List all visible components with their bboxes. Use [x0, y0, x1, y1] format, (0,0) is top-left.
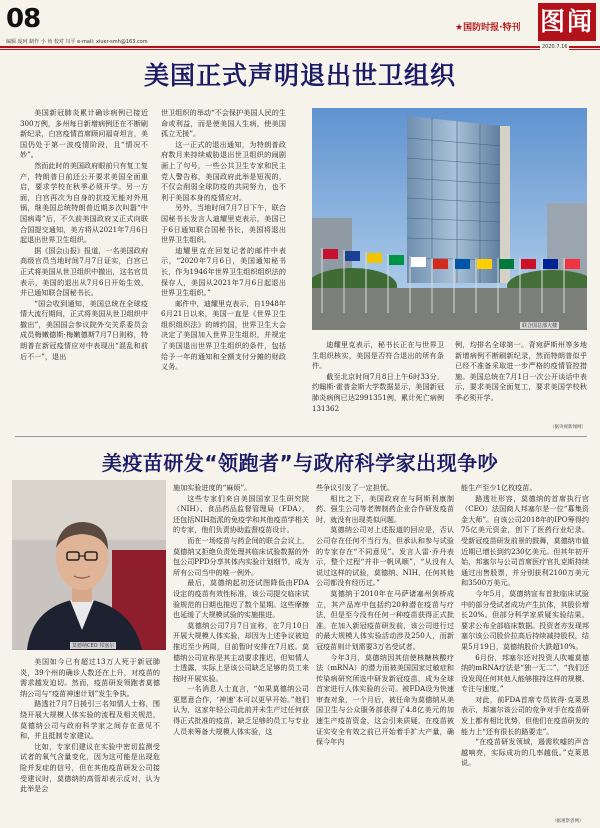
paragraph: “在疫苗研发领域，遏需吹嘘的声音越响亮，实际成功的几率越低。”克莱恩说。: [461, 737, 589, 768]
section-logo: 图闻: [538, 3, 596, 41]
header-rule-thin: [0, 49, 600, 50]
paragraph: 而在一场疫苗与药企间的联合会议上，莫德纳又拒绝负责处理其临床试验数据的外包公司PPD分享其体内实验计划细节，成为所有公司当中的唯一例外。: [173, 535, 309, 577]
page-number: 08: [6, 4, 41, 34]
paragraph: 相比之下，美国政府在与阿斯利康制药、强生公司等老牌制药企业合作研发疫苗时，就没有出现类似问题。: [316, 493, 454, 524]
article1-column-3: [312, 340, 444, 430]
article-divider: [15, 436, 587, 437]
photo-caption: 莫德纳CEO 邦塞尔: [72, 643, 115, 649]
paragraph: 迪耀里克表示，秘书长正在与世界卫生组织核实，美国是否符合退出的所有条件。: [312, 340, 444, 371]
paragraph: 世卫组织的举动“不会保护美国人民的生命或利益，而是使美国人生病，使美国孤立无援”。: [161, 108, 286, 139]
moderna-ceo-photo: [12, 480, 166, 650]
article2-source: （据观察者网）: [552, 819, 584, 824]
paragraph: 据《国会山报》报道，一名美国政府高级官员当地时间7月7日证实，白宫已正式将美国从世卫组织中撤出，这名官员表示，美国的退出从7月6日开始生效，并已通知联合国秘书长。: [20, 245, 148, 298]
article2-headline: 美疫苗研发“领跑者”与政府科学家出现争吵: [101, 451, 499, 475]
article2-column-1: [20, 657, 160, 825]
paragraph: 另外，当地时间7月7日下午，联合国秘书长发言人迪耀里克表示，美国已于6日通知联合国秘书长，美国将退出世界卫生组织。: [161, 203, 286, 245]
paragraph: 这些专家们来自美国国家卫生研究院（NIH）、食品药品监督管理局（FDA），还包括NIH指派的免疫学和其他疫苗学相关的专家，他们负责协助监督疫苗设计。: [173, 493, 309, 535]
issue-date: 2020.7.16: [542, 44, 568, 50]
article2-column-3: [316, 483, 454, 825]
editor-meta: 编辑 庞珂 制作 小 角 校对 川平 e-mail: xiuer-smh@163.com: [6, 39, 148, 45]
paragraph: 比如，专家们建议在实验中密切监测受试者的氧气含量变化，因为这可能是出现危险并发症的信号，但在其他疫苗研发公司接受建议时，莫德纳的高管却表示反对，认为此举是会: [20, 741, 160, 794]
paragraph: 能生产至少1亿枚疫苗。: [461, 483, 537, 492]
paragraph: 6月份，邦塞尔还对投资人吹嘘莫德纳的mRNA疗法是“独一无二”，“我们还没发现任何其他人能够推持这样的规模、专注与速度。”: [461, 652, 589, 694]
paragraph: “国会收到通知，美国总统在全球疫情大流行期间，正式将美国从世卫组织中撤出”，美国国会参议院外交关系委员会成员梅嫩德斯·梅嫩德斯7月7日则称，特朗普在新冠疫情应对中表现出“混乱和前后不一”，退出: [20, 298, 148, 361]
article2-column-2: [173, 483, 309, 825]
paragraph: 莫德纳公司对上述报道的回应是，否认公司存在任何不当行为，但承认和参与试验的专家存在“不同意见”。发言人雷·乔丹表示，整个过程“并非一帆风顺”，“从没有人说过这样的试验，莫德纳、NIH、任何其他公司都没有经历过。”: [316, 525, 454, 588]
paragraph: 今年5月，莫德纳宣布首批临床试验中的部分受试者成功产生抗体，其股价增长20%。但部分科学家质疑实验结果，要求公布全部临床数据。投资者亦发现邦塞尔该公司股价拉高后持续减持股权，结果5月19日，莫德纳股价大跌超10%。: [461, 588, 589, 651]
paragraph: 一名消息人士直言，“如果莫德纳公司更愿意合作，‘神速’本可以更早开始。”他们认为，这家年轻公司此前并未生产过任何获得正式批准的疫苗，缺乏足够的员工与专业人员来筹备大规模人体实验，这: [173, 684, 309, 736]
paragraph: 施加实验进度的“麻烦”。: [173, 483, 252, 492]
paragraph: 今年3月，莫德纳因其信使核糖核酸疗法（mRNA）的潜力而被美国国家过敏症和传染病研究所选中研发新冠疫苗，成为全球首家进行人体实验的公司。被FDA设为快速审查对象，一个月后，被任命为莫德纳从美国卫生与公众服务部获得了4.8亿美元的加速生产疫苗资金，这会引来质疑，在疫苗被证实安全有效之前已开始着手扩大产量，确保今年内: [316, 652, 454, 747]
paragraph: 些争议引发了一定担忧。: [316, 483, 395, 492]
article2-column-4: [461, 483, 589, 821]
paragraph: 例，均排名全球第一。背宛萨斯州等多地新增病例不断刷新纪录，然而特朗普似乎已经不准备采取进一步严格的疫情管控措施。美国总统在7月1日一次公开谈话中表示，要求美国全面复工，要求美国学校秋季必须开学。: [455, 340, 587, 402]
photo-caption: 联合国总部大楼: [522, 323, 558, 329]
paragraph: 路透社形容，莫德纳的首席执行官（CEO）法国商人邦塞尔是一位“募集资金大师”。自该公司2018年的IPO筹得约75亿美元资金，创下了医药行业纪录。受新冠疫苗研发前景的鼓舞，莫德纳市值近期已增长到约230亿美元。但其年初开始，邦塞尔与公司首席医疗官扎克斯持续通过出售股票，并分别获利2100万美元和3500万美元。: [461, 493, 589, 588]
paragraph: 美国如今已有超过13万人死于新冠肺炎，39个州的确诊人数还在上升，对疫苗的需求越发迫切。然而，疫苗研发领跑者莫德纳公司与“疫苗神速计划”发生争执。: [20, 657, 160, 698]
paragraph: 美国新冠肺炎累计确诊病例已接近300万例，多州每日新增病例还在不断刷新纪录，白宫疫情首席顾问福奇坦言，美国仍处于第一波疫情阶段，且“情况不妙”。: [20, 108, 148, 160]
header-rule: [0, 46, 600, 48]
paragraph: 然而此时的美国政府眼前只有复工复产，特朗普日前还公开要求美国全面重启，要求学校在秋季必须开学。另一方面，白宫再次为自身的抗疫无能对外甩锅，继美国总统特朗普近期多次叫嚣“中国病毒”后，不久前美国政府又正式向联合国提交通知，美方将从2021年7月6日起退出世界卫生组织。: [20, 160, 148, 245]
article1-source: （据央视新闻网）: [550, 425, 586, 430]
paragraph: 这一正式的退出通知，为特朗普政府数月来持续威胁退出世卫组织的闹剧画上了句号，一些公共卫生专家和民主党人警告称，美国政府此举是短视的，不仅会削弱全球防疫的共同努力，也不利于美国本身的疫情应对。: [161, 139, 286, 202]
paragraph: 对此，前FDA首席专员彼得·克莱恩表示，邦塞尔该公司的竞争对手在疫苗研发上都有相比优势，但他们在疫苗研发的能力上“还有很长的路要走”。: [461, 694, 589, 736]
paragraph: 迪耀里克在回复记者的邮件中表示，“2020年7月6日，美国通知秘书长，作为1946年世界卫生组织组织法的保存人，美国从2021年7月6日起退出世界卫生组织。”: [161, 245, 286, 298]
article1-column-1: [20, 108, 148, 430]
paragraph: 路透社7月7日援引三名知情人士称，围绕开展大规模人体实验的流程及相关规范，莫德纳公司与政府科学家之间存在意见不和，并且抵制专家建议。: [20, 699, 160, 741]
article1-headline: 美国正式声明退出世卫组织: [143, 61, 456, 90]
un-headquarters-photo: [312, 108, 587, 330]
article1-column-4: [455, 340, 587, 430]
paragraph: 最后，莫德纳起初还试图降低由FDA设定的疫苗有效性标准，该公司提交临床试验规范的日期也推迟了数个星期。这些摩擦也延缓了大规模试验的实施推进。: [173, 578, 309, 620]
paragraph: 莫德纳公司7月7日宣称，在7月10日开展大规模人体实验，却因为上述争议被迫推迟至少两周，目前暂时安排在7月底。莫德纳公司宣称是其主动要求推迟，但知情人士透露，实际上是该公司缺乏足够的员工来按时开展实验。: [173, 620, 309, 683]
section-tag: ★国防时报·特刊: [455, 23, 521, 33]
paragraph: 莫德纳于2010年在马萨诸塞州剑桥成立，其产品库中包括约20种潜在疫苗与疗法，但是至今没有任何一种疫苗获得正式批准。在加入新冠疫苗研发前，该公司进行过的最大规模人体实验活动涉及250人，而新冠疫苗则计划需要3万名受试者。: [316, 588, 454, 651]
article1-column-2: [161, 108, 286, 430]
paragraph: 邮件中，迪耀里克表示，自1948年6月21日以来，美国一直是《世界卫生组织组织法》的缔约国，世界卫生大会决定了美国加入世界卫生组织，并规定了美国退出世界卫生组织的条件，包括给予一年的通知和全额支付分摊的财政义务。: [161, 298, 286, 372]
paragraph: 截至北京时间7月8日上午6时33分，约翰斯·霍普金斯大学数据显示，美国新冠肺炎病例已达2991351例，累计死亡病例131362: [312, 371, 444, 413]
